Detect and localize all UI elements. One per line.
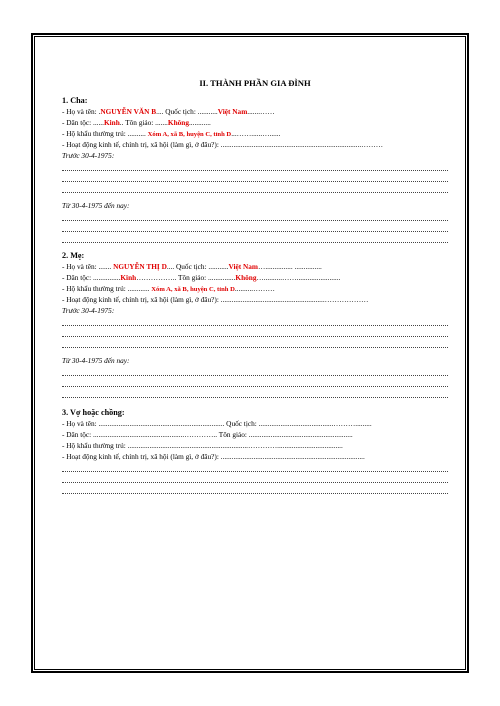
father-name-label: - Họ và tên: . (62, 107, 101, 116)
mother-before-line-3[interactable] (62, 338, 452, 349)
father-religion-value[interactable]: Không (167, 118, 189, 127)
mother-ethnic-label: - Dân tộc: ............... (62, 273, 121, 282)
father-after-line-3[interactable] (62, 233, 452, 244)
mother-nationality-tail: …............... ............... (258, 262, 322, 271)
mother-before-1975-label: Trước 30-4-1975: (62, 306, 115, 315)
spouse-activity-line-2[interactable] (62, 473, 452, 484)
father-religion-tail: ............ (188, 118, 211, 127)
spouse-activity-label: - Hoạt động kinh tế, chính trị, xã hội (làm gì, ở đâu?): ............................................................................... (62, 452, 365, 461)
spouse-activity-line-3[interactable] (62, 484, 452, 495)
spouse-heading: 3. Vợ hoặc chồng: (62, 408, 125, 417)
father-after-line-1[interactable] (62, 211, 452, 222)
mother-activity-label: - Hoạt động kinh tế, chính trị, xã hội (làm gì, ở đâu?): .........................................................……………… (62, 295, 369, 304)
father-after-line-2[interactable] (62, 222, 452, 233)
mother-after-line-3[interactable] (62, 388, 452, 399)
mother-residence-value[interactable]: Xóm A, xã B, huyện C, tỉnh D (151, 286, 235, 293)
father-before-1975-label: Trước 30-4-1975: (62, 151, 115, 160)
section-title: II. THÀNH PHẦN GIA ĐÌNH (199, 78, 311, 88)
father-name-row (62, 106, 452, 117)
father-ethnic-label: - Dân tộc: ...... (62, 118, 104, 127)
mother-religion-label: …………….. Tôn giáo: ............... (136, 273, 236, 282)
spouse-ethnic-row: - Dân tộc: ..................................................………….. Tôn giáo: ......................................................... (62, 430, 353, 439)
father-activity-label: - Hoạt động kinh tế, chính trị, xã hội (làm gì, ở đâu?): .............................................................................……… (62, 140, 384, 149)
mother-residence-label: - Hộ khẩu thường trú: ............ (62, 284, 152, 293)
mother-before-line-2[interactable] (62, 327, 452, 338)
mother-name-value[interactable]: NGUYỄN THỊ D (113, 262, 167, 271)
mother-name-label: - Họ và tên: ....... (62, 262, 114, 271)
mother-ethnic-value[interactable]: Kinh (120, 273, 137, 282)
father-residence-tail: ...……......…...... (231, 129, 281, 138)
father-after-1975-label: Từ 30-4-1975 đến nay: (62, 201, 130, 210)
spouse-activity-line-1[interactable] (62, 462, 452, 473)
mother-after-1975-label: Từ 30-4-1975 đến nay: (62, 356, 130, 365)
mother-nationality-label: .... Quốc tịch: ........... (166, 262, 229, 271)
father-ethnic-row (62, 117, 452, 128)
father-before-line-3[interactable] (62, 183, 452, 194)
mother-religion-value[interactable]: Không (235, 273, 257, 282)
mother-residence-tail: ..........……… (234, 284, 275, 293)
mother-nationality-value[interactable]: Việt Nam (228, 262, 259, 271)
father-residence-value[interactable]: Xóm A, xã B, huyện C, tỉnh D (147, 131, 232, 138)
father-before-line-2[interactable] (62, 172, 452, 183)
mother-religion-tail: …..........……........................ (256, 273, 341, 282)
father-residence-label: - Hộ khẩu thường trú: .......... (62, 129, 148, 138)
father-nationality-tail: .......…… (247, 107, 275, 116)
father-religion-label: .. Tôn giáo: ....... (119, 118, 168, 127)
mother-heading: 2. Mẹ: (62, 251, 85, 260)
spouse-residence-row: - Hộ khẩu thường trú: ..................................................................………….................................... (62, 441, 343, 450)
mother-ethnic-row (62, 272, 452, 283)
father-residence-row (62, 128, 452, 139)
father-ethnic-value[interactable]: Kinh (103, 118, 120, 127)
father-heading: 1. Cha: (62, 96, 88, 105)
father-name-value[interactable]: NGUYỄN VĂN B (100, 107, 157, 116)
mother-name-row (62, 261, 452, 272)
mother-after-line-2[interactable] (62, 377, 452, 388)
spouse-name-row: - Họ và tên: ..................................................................... Quốc tịch: .........................................………......... (62, 419, 372, 428)
father-nationality-label: .... Quốc tịch: ........... (156, 107, 218, 116)
mother-before-line-1[interactable] (62, 316, 452, 327)
mother-residence-row (62, 283, 452, 294)
father-nationality-value[interactable]: Việt Nam (217, 107, 248, 116)
mother-after-line-1[interactable] (62, 366, 452, 377)
father-before-line-1[interactable] (62, 161, 452, 172)
form-content (62, 76, 452, 495)
